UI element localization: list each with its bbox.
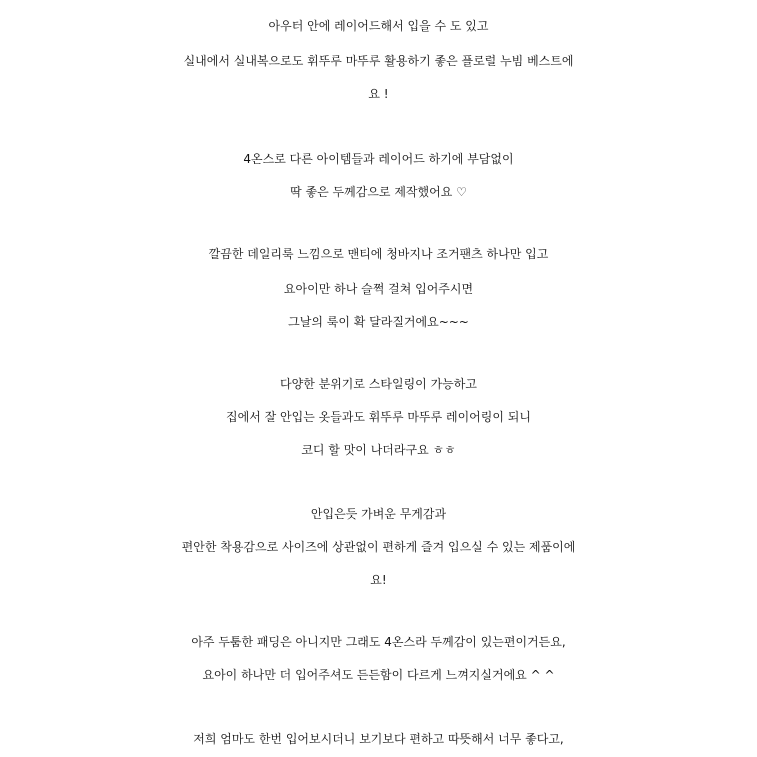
text-line: 깔끔한 데일리룩 느낌으로 맨티에 청바지나 조거팬츠 하나만 입고 — [208, 247, 549, 261]
text-line: 아주 두툼한 패딩은 아니지만 그래도 4온스라 두께감이 있는편이거든요, — [191, 635, 566, 649]
text-line: 안입은듯 가벼운 무게감과 — [310, 507, 447, 521]
text-line: 실내에서 실내복으로도 휘뚜루 마뚜루 활용하기 좋은 플로럴 누빔 베스트에 — [183, 54, 574, 68]
text-line: 딱 좋은 두께감으로 제작했어요 ♡ — [290, 185, 467, 199]
text-line: 요아이만 하나 슬쩍 걸쳐 입어주시면 — [283, 282, 474, 296]
text-line: 편안한 착용감으로 사이즈에 상관없이 편하게 즐겨 입으실 수 있는 제품이에 — [181, 540, 576, 554]
text-line: 코디 할 맛이 나더라구요 ㅎㅎ — [301, 443, 456, 457]
text-line: 집에서 잘 안입는 옷들과도 휘뚜루 마뚜루 레이어링이 되니 — [226, 410, 531, 424]
text-line: 그날의 룩이 확 달라질거에요~~~ — [288, 315, 469, 329]
text-line: 다양한 분위기로 스타일링이 가능하고 — [280, 377, 477, 391]
text-line: 4온스로 다른 아이템들과 레이어드 하기에 부담없이 — [243, 152, 514, 166]
text-line: 저희 엄마도 한번 입어보시더니 보기보다 편하고 따뜻해서 너무 좋다고, — [193, 732, 564, 746]
text-line: 요! — [370, 573, 387, 587]
text-line: 요 ! — [368, 87, 389, 101]
text-line: 요아이 하나만 더 입어주셔도 든든함이 다르게 느껴지실거에요 ^ ^ — [202, 668, 555, 682]
text-line: 아우터 안에 레이어드해서 입을 수 도 있고 — [268, 19, 489, 33]
